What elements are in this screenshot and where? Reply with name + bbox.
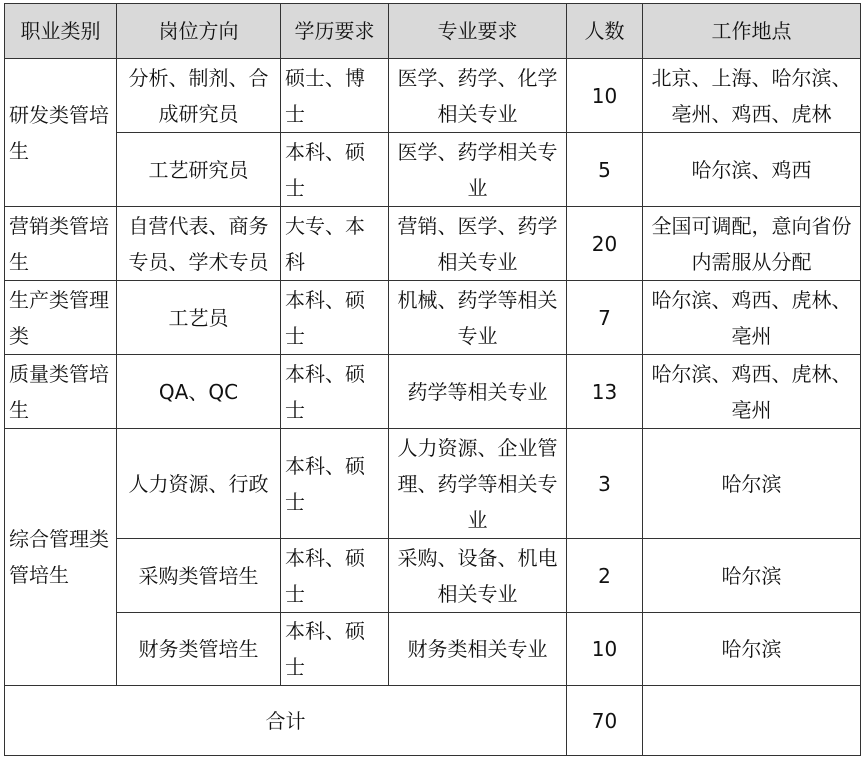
location-cell: 全国可调配，意向省份内需服从分配 <box>643 207 861 281</box>
count-cell: 10 <box>567 59 643 133</box>
total-label: 合计 <box>5 686 567 756</box>
header-position: 岗位方向 <box>117 4 281 59</box>
location-cell: 哈尔滨 <box>643 429 861 539</box>
table-row <box>5 207 861 281</box>
major-cell: 采购、设备、机电相关专业 <box>389 539 567 613</box>
header-category: 职业类别 <box>5 4 117 59</box>
education-cell: 本科、硕士 <box>281 429 389 539</box>
location-cell: 哈尔滨 <box>643 613 861 686</box>
count-cell: 7 <box>567 281 643 355</box>
header-major: 专业要求 <box>389 4 567 59</box>
count-cell: 13 <box>567 355 643 429</box>
count-cell: 2 <box>567 539 643 613</box>
table-row <box>5 133 861 207</box>
location-cell: 哈尔滨、鸡西、虎林、亳州 <box>643 281 861 355</box>
table-row <box>5 429 861 539</box>
header-count: 人数 <box>567 4 643 59</box>
position-cell: QA、QC <box>117 355 281 429</box>
education-cell: 大专、本科 <box>281 207 389 281</box>
total-location <box>643 686 861 756</box>
total-row <box>5 686 861 756</box>
major-cell: 医学、药学相关专业 <box>389 133 567 207</box>
position-cell: 工艺员 <box>117 281 281 355</box>
education-cell: 硕士、博士 <box>281 59 389 133</box>
count-cell: 20 <box>567 207 643 281</box>
category-cell: 综合管理类管培生 <box>5 429 117 686</box>
category-cell: 生产类管理类 <box>5 281 117 355</box>
major-cell: 机械、药学等相关专业 <box>389 281 567 355</box>
major-cell: 财务类相关专业 <box>389 613 567 686</box>
location-cell: 北京、上海、哈尔滨、亳州、鸡西、虎林 <box>643 59 861 133</box>
major-cell: 营销、医学、药学相关专业 <box>389 207 567 281</box>
education-cell: 本科、硕士 <box>281 539 389 613</box>
major-cell: 药学等相关专业 <box>389 355 567 429</box>
location-cell: 哈尔滨、鸡西 <box>643 133 861 207</box>
table-row <box>5 355 861 429</box>
header-row <box>5 4 861 59</box>
table-row <box>5 59 861 133</box>
position-cell: 财务类管培生 <box>117 613 281 686</box>
education-cell: 本科、硕士 <box>281 133 389 207</box>
education-cell: 本科、硕士 <box>281 355 389 429</box>
header-location: 工作地点 <box>643 4 861 59</box>
position-cell: 采购类管培生 <box>117 539 281 613</box>
category-cell: 质量类管培生 <box>5 355 117 429</box>
location-cell: 哈尔滨、鸡西、虎林、亳州 <box>643 355 861 429</box>
table-row <box>5 613 861 686</box>
position-cell: 工艺研究员 <box>117 133 281 207</box>
table-row <box>5 539 861 613</box>
education-cell: 本科、硕士 <box>281 281 389 355</box>
recruitment-table <box>4 3 861 756</box>
education-cell: 本科、硕士 <box>281 613 389 686</box>
major-cell: 医学、药学、化学相关专业 <box>389 59 567 133</box>
count-cell: 3 <box>567 429 643 539</box>
header-education: 学历要求 <box>281 4 389 59</box>
count-cell: 10 <box>567 613 643 686</box>
category-cell: 营销类管培生 <box>5 207 117 281</box>
category-cell: 研发类管培生 <box>5 59 117 207</box>
count-cell: 5 <box>567 133 643 207</box>
position-cell: 人力资源、行政 <box>117 429 281 539</box>
table-row <box>5 281 861 355</box>
major-cell: 人力资源、企业管理、药学等相关专业 <box>389 429 567 539</box>
total-count: 70 <box>567 686 643 756</box>
position-cell: 分析、制剂、合成研究员 <box>117 59 281 133</box>
location-cell: 哈尔滨 <box>643 539 861 613</box>
position-cell: 自营代表、商务专员、学术专员 <box>117 207 281 281</box>
